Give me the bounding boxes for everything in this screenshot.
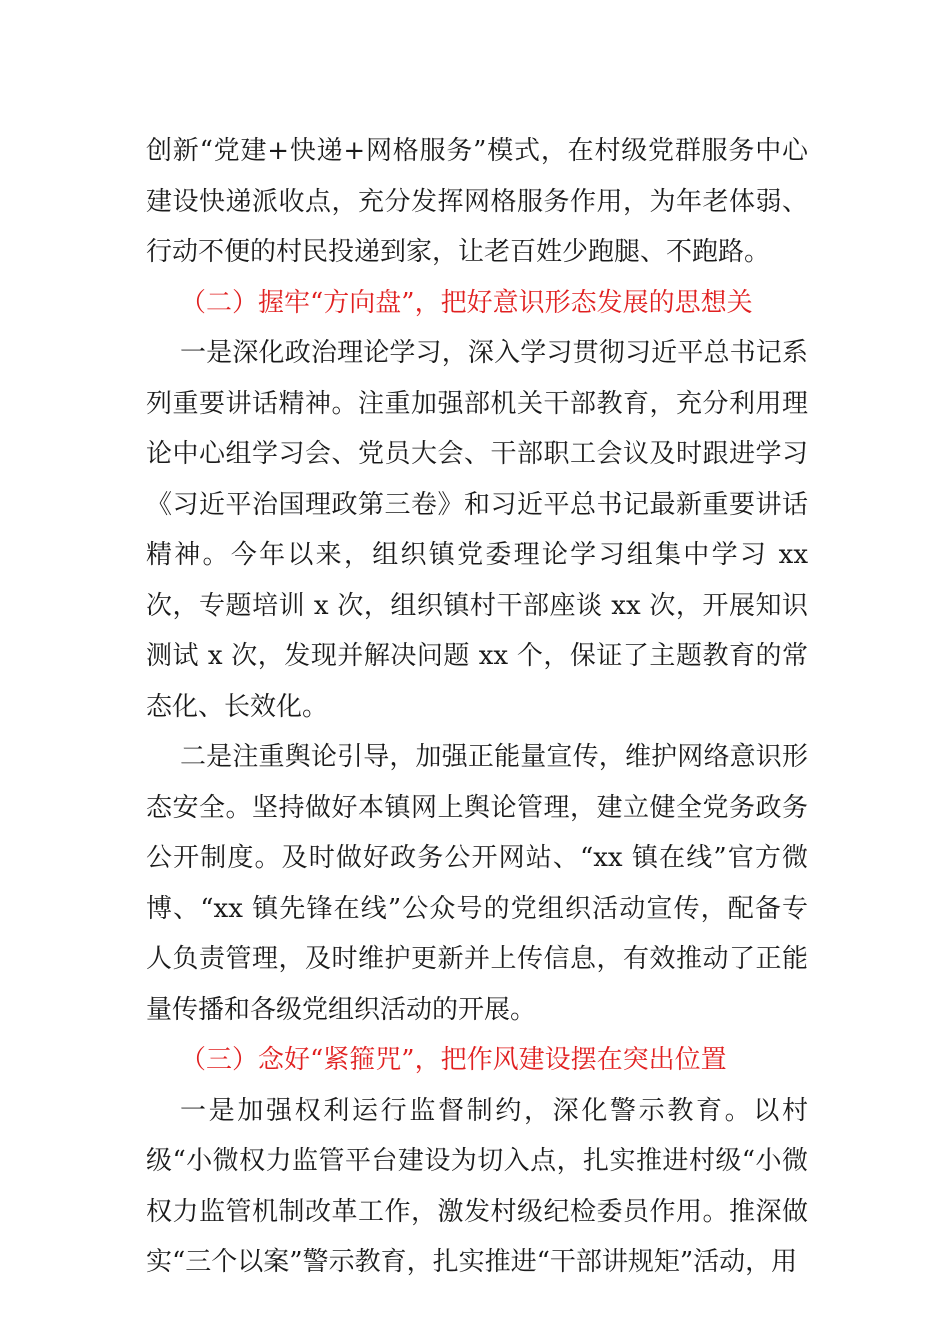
text-line: 近平治国理政第三卷》和习近平总书记最新重要讲话精神。 bbox=[146, 489, 808, 570]
text-line: 责管理，及时维护更新并上传信息，有效推动了正能量传播 bbox=[146, 944, 808, 1025]
section-heading-3 bbox=[146, 1035, 808, 1086]
text-line: 权力监管机制改革工作，激发村级纪检委员作用。推深做实 bbox=[146, 1196, 808, 1277]
text-line: “小微权力监管平台建设为切入点，扎实推进村级“小微 bbox=[172, 1146, 808, 1176]
text-line: “三个以案”警示教育，扎实推进“干部讲规矩”活动，用 bbox=[172, 1247, 798, 1277]
heading-text: （三）念好“紧箍咒”，把作风建设摆在突出位置 bbox=[180, 1045, 727, 1075]
text-line: 中心组学习会、党员大会、干部职工会议及时跟进学习《习 bbox=[146, 439, 808, 520]
text-line: 动不便的村民投递到家，让老百姓少跑腿、不跑路。 bbox=[172, 237, 771, 267]
text-line: 一是加强权利运行监督制约，深化警示教育。以村级 bbox=[146, 1095, 808, 1176]
text-line: 今年以来，组织镇党委理论学习组集中学习 xx 次，专题培 bbox=[146, 540, 808, 621]
text-line: 态安全。坚持做好本镇网上舆论管理，建立健全党务政务公 bbox=[146, 792, 808, 873]
document-body bbox=[146, 126, 808, 1288]
text-line: 列重要讲话精神。注重加强部机关干部教育，充分利用理论 bbox=[146, 388, 808, 469]
text-line: 并解决问题 xx 个，保证了主题教育的常态化、长效化。 bbox=[146, 641, 808, 722]
text-line: 训 x 次，组织镇村干部座谈 xx 次，开展知识测试 x 次，发现 bbox=[146, 590, 808, 671]
section-heading-2 bbox=[146, 278, 808, 329]
text-line: 创新“党建+快递+网格服务”模式，在村级党群服务中心 bbox=[146, 136, 808, 166]
paragraph-express-service bbox=[146, 126, 808, 278]
text-line: 建设快递派收点，充分发挥网格服务作用，为年老体弱、行 bbox=[146, 186, 808, 267]
paragraph-theory-study bbox=[146, 328, 808, 732]
paragraph-public-opinion bbox=[146, 732, 808, 1035]
text-line: “xx 镇先锋在线”公众号的党组织活动宣传，配备专人负 bbox=[146, 893, 808, 974]
text-line: 二是注重舆论引导，加强正能量宣传，维护网络意识形 bbox=[180, 742, 808, 772]
heading-text: （二）握牢“方向盘”，把好意识形态发展的思想关 bbox=[180, 287, 753, 318]
text-line: 一是深化政治理论学习，深入学习贯彻习近平总书记系 bbox=[180, 338, 808, 368]
paragraph-power-supervision bbox=[146, 1086, 808, 1288]
text-line: 和各级党组织活动的开展。 bbox=[224, 994, 537, 1025]
text-line: 开制度。及时做好政务公开网站、“xx 镇在线”官方微博、 bbox=[146, 843, 808, 924]
